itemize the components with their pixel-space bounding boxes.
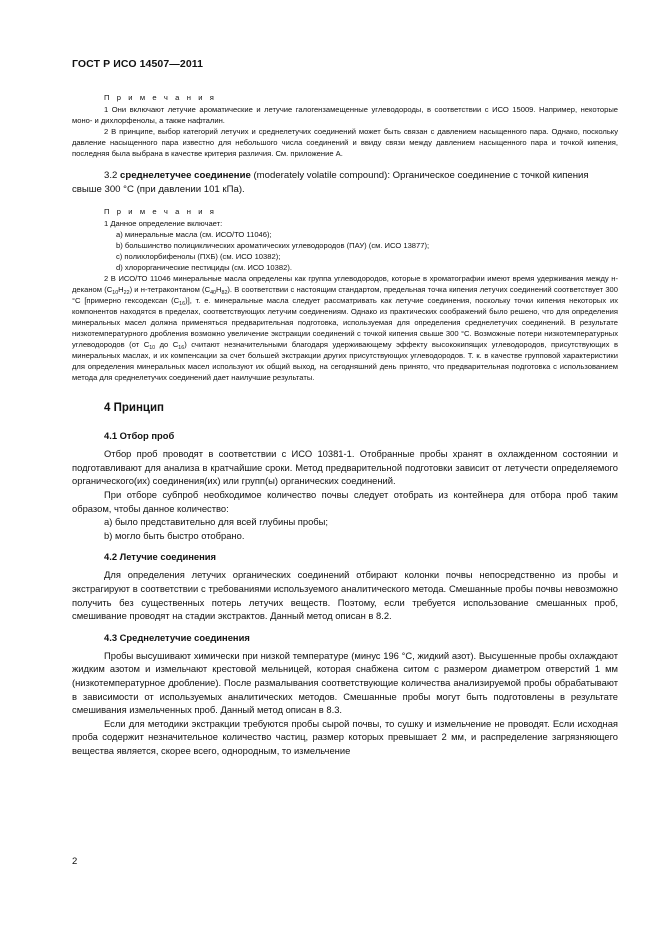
note-1: 1 Они включают летучие ароматические и летучие галогензамещенные углеводороды, в соответствии с ИСО 15009. Например, некоторые моно- и дихлорфенолы, а также нафталин.: [72, 105, 618, 125]
subsection-4-1-body: [72, 447, 618, 515]
term-definition: (moderately volatile compound): Органическое соединение с точкой кипения свыше 300 °C (при давлении 101 кПа).: [72, 170, 589, 195]
note-2: 2 В ИСО/ТО 11046 минеральные масла определены как группа углеводородов, которые в хроматографии имеют время удерживания между н-деканом $(C_{10}H_{22})$ и н-тетраконтаном $(C_{40}H_{82})$. В соответствии с настоящим стандартом, предельная точка кипения летучих соединений соответствует 300 °C [примерно гексодексан $(C_{16})$], т. е. минеральные масла следует рассматривать как летучие соединения, поскольку точки кипения некоторых их компонентов находятся в пределах, соответствующих летучим соединениям. Однако из практических соображений было решено, что для определения минеральных масел должна применяться предварительная подготовка, используемая для определения среднелетучих соединений. В результате низкотемпературного дробления возможно увеличение экстракции соединений с точкой кипения свыше 300 °C. Возможные потери низкотемпературных углеводородов (от $C_{10}$ до $C_{16}$) считают незначительными благодаря удерживающему эффекту высококипящих углеводородов, присутствующих в минеральных маслах, и их компенсации за счет большей экстракции других присутствующих углеводородов. Т. к. в качестве групповой характеристики для определения минеральных масел используют их общий выход, на сегодняшний день принято, что предварительная подготовка с использованием метода для среднелетучих соединений дает наилучшие результаты.: [72, 274, 618, 383]
notes-heading: П р и м е ч а н и я: [104, 93, 217, 102]
term-number: 3.2: [104, 170, 118, 181]
definition-list: [72, 229, 618, 273]
list-item: d) хлорорганические пестициды (см. ИСО 10382).: [116, 263, 292, 273]
paragraph: Если для методики экстракции требуются пробы сырой почвы, то сушку и измельчение не проводят. Если исходная проба содержит незначительное количество частиц, размер которых превышает 2 мм, и распределение загрязняющего вещества является, скорее всего, однородным, то измельчение: [72, 717, 618, 756]
subsection-title: 4.3 Среднелетучие соединения: [104, 631, 250, 643]
note-2: 2 В принципе, выбор категорий летучих и среднелетучих соединений может быть связан с давлением насыщенного пара. Однако, поскольку давление насыщенного пара известно для небольшого числа соединений и ввиду связи между давлением насыщенного пара и точкой кипения, последняя была выбрана в качестве критерия различия. См. приложение А.: [72, 127, 618, 158]
page-content: [72, 92, 618, 757]
paragraph: При отборе субпроб необходимое количество почвы следует отобрать из контейнера для отбора проб таким образом, чтобы данное количество:: [72, 488, 618, 514]
list-item: c) полихлорбифенолы (ПХБ) (см. ИСО 10382);: [116, 252, 281, 262]
term-3-2: [72, 169, 618, 196]
paragraph: Для определения летучих органических соединений отбирают колонки почвы непосредственно из пробы и экстрагируют в соответствии с требованиями используемого аналитического метода. Смешанные пробы почвы невозможно получить без существенных потерь летучих веществ. Поэтому, если требуется использование смешанных проб, смешивание проводят на стадии экстрактов. Данный метод описан в 8.2.: [72, 569, 618, 622]
subsection-title: 4.1 Отбор проб: [104, 430, 175, 442]
notes-block-1: [72, 104, 618, 159]
paragraph: Пробы высушивают химически при низкой температуре (минус 196 °C, жидкий азот). Высушенные пробы охлаждают жидким азотом и измельчают крестовой мельницей, которая снабжена ситом с размером диаметром отверстий 1 мм (низкотемпературное дробление). После размалывания соответствующие количества анализируемой пробы обрабатывают в зависимости от используемых аналитических методов. Смешанные пробы могут быть подготовлены в результате смешивания измельченных проб. Данный метод описан в 8.3.: [72, 649, 618, 716]
paragraph: Отбор проб проводят в соответствии с ИСО 10381-1. Отобранные пробы хранят в охлажденном состоянии и подготавливают для анализа в кратчайшие сроки. Метод предварительной подготовки зависит от летучести определяемого органического(их) соединения(их) или групп(ы) органических соединений.: [72, 448, 618, 487]
document-header: ГОСТ Р ИСО 14507—2011: [72, 58, 204, 70]
list-item: a) минеральные масла (см. ИСО/ТО 11046);: [116, 230, 272, 240]
sampling-list: [72, 515, 618, 542]
term-name: среднелетучее соединение: [120, 170, 251, 181]
list-item: b) могло быть быстро отобрано.: [104, 529, 245, 541]
page-number: 2: [72, 856, 78, 867]
list-item: a) было представительно для всей глубины пробы;: [104, 516, 329, 528]
note-1: 1 Данное определение включает:: [104, 219, 223, 229]
list-item: b) большинство полициклических ароматических углеводородов (ПАУ) (см. ИСО 13877);: [116, 241, 430, 251]
subsection-title: 4.2 Летучие соединения: [104, 551, 217, 563]
subsection-4-3-body: [72, 649, 618, 758]
subsection-4-2-body: [72, 568, 618, 622]
notes-heading: П р и м е ч а н и я: [104, 207, 217, 217]
section-title: 4 Принцип: [104, 402, 164, 415]
notes-block-2: [72, 218, 618, 229]
note-2-block: [72, 273, 618, 383]
